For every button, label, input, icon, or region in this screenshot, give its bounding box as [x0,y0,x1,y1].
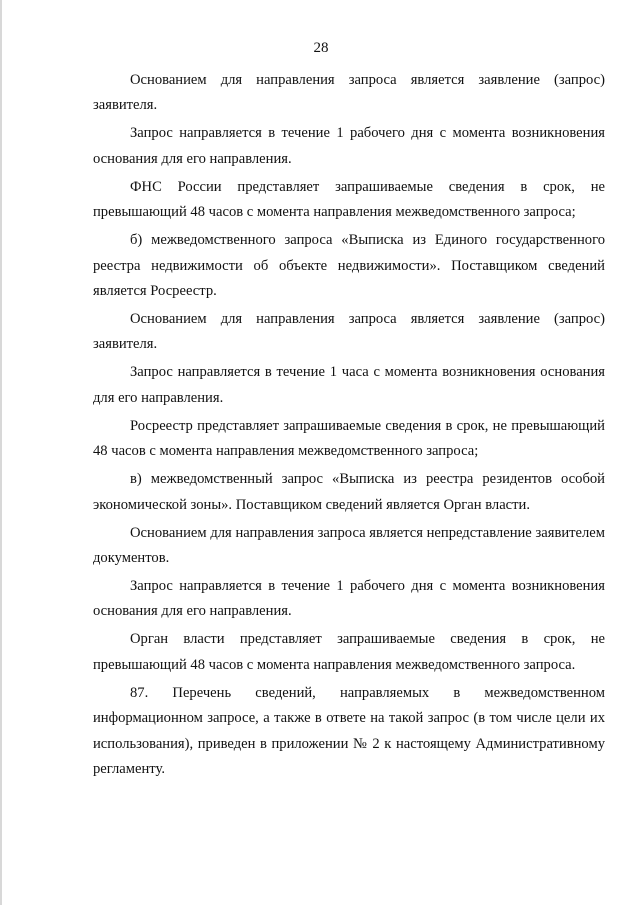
paragraph: Основанием для направления запроса является заявление (запрос) заявителя. [93,72,605,114]
paragraph: Орган власти представляет запрашиваемые сведения в срок, не превышающий 48 часов с момента направления межведомственного запроса. [93,631,605,673]
paragraph: в) межведомственный запрос «Выписка из реестра резидентов особой экономической зоны». Поставщиком сведений является Орган власти. [93,471,605,513]
paragraph: 87. Перечень сведений, направляемых в межведомственном информационном запросе, а также в ответе на такой запрос (в том числе цели их использования), приведен в приложении № 2 к настоящему Административному регламенту. [93,684,605,778]
page-number: 28 [313,40,329,56]
paragraph: Основанием для направления запроса является непредставление заявителем документов. [93,524,605,567]
paragraph: Запрос направляется в течение 1 рабочего дня с момента возникновения основания для его направления. [93,125,605,167]
paragraph: Основанием для направления запроса является заявление (запрос) заявителя. [93,311,605,353]
paragraph: б) межведомственного запроса «Выписка из Единого государственного реестра недвижимости об объекте недвижимости». Поставщиком сведений является Росреестр. [93,232,605,300]
paragraph: Запрос направляется в течение 1 часа с момента возникновения основания для его направления. [93,364,605,406]
paragraph: Росреестр представляет запрашиваемые сведения в срок, не превышающий 48 часов с момента направления межведомственного запроса; [93,417,605,460]
document-body [93,68,605,785]
paragraph: Запрос направляется в течение 1 рабочего дня с момента возникновения основания для его направления. [93,578,605,620]
paragraph: ФНС России представляет запрашиваемые сведения в срок, не превышающий 48 часов с момента направления межведомственного запроса; [93,178,605,221]
